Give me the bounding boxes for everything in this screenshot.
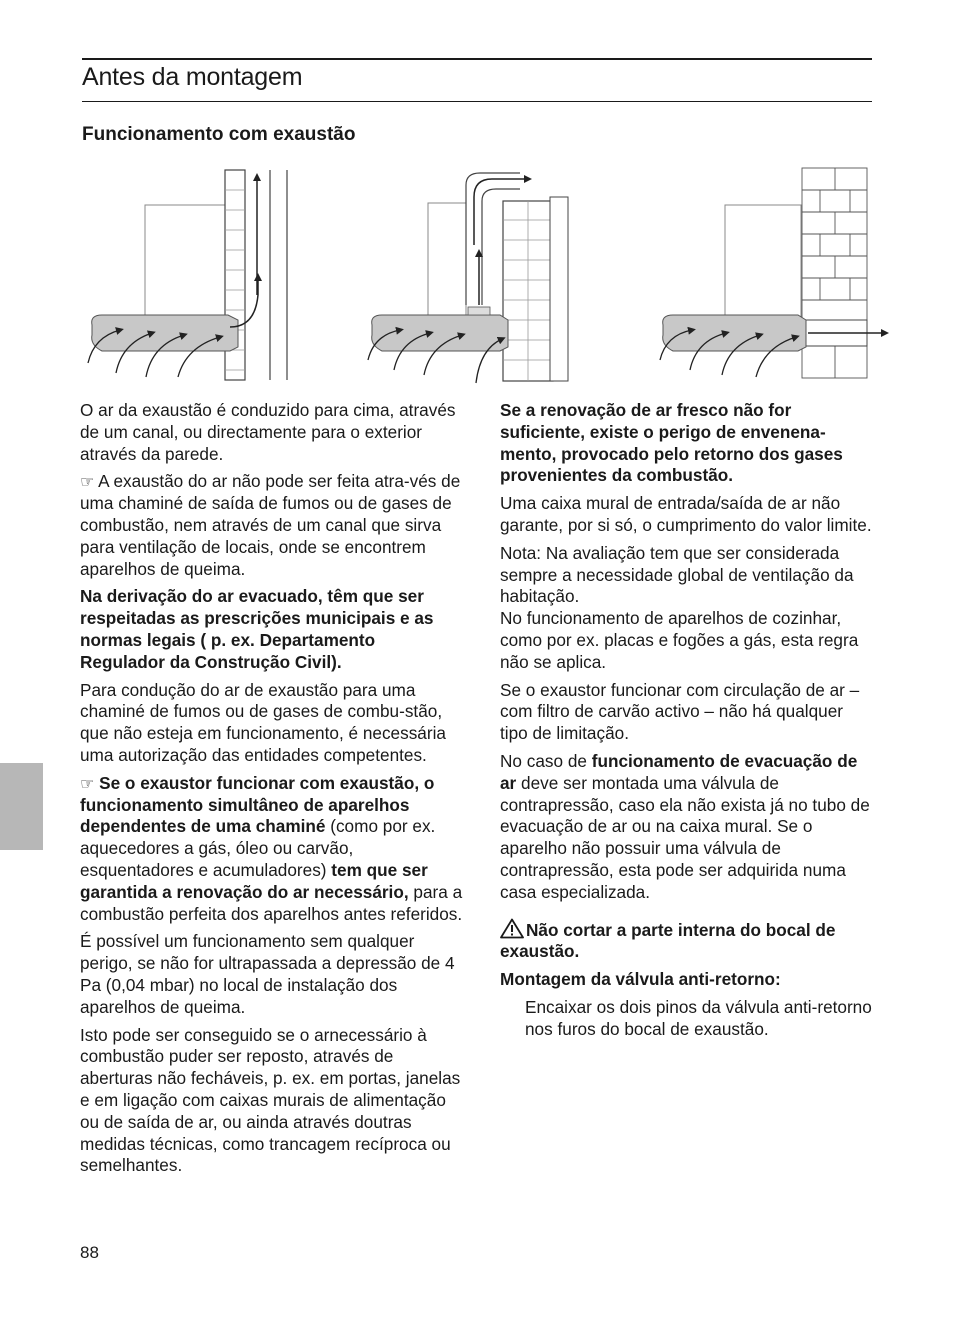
paragraph-depression-limit: É possível um funcionamento sem qualquer perigo, se não for ultrapassada a depressão de 4 Pa (0,04 mbar) no local de instalação dos aparelhos de queima. <box>80 931 455 1017</box>
section-title: Funcionamento com exaustão <box>82 124 356 145</box>
left-column <box>80 400 464 1183</box>
illustration-duct-bend <box>368 173 568 383</box>
paragraph-exhaust-intro: O ar da exaustão é conduzido para cima, através de um canal, ou directamente para o exterior através da parede. <box>80 400 456 464</box>
page-number: 88 <box>80 1243 99 1262</box>
paragraph-air-replacement: Isto pode ser conseguido se o arnecessário à combustão puder ser reposto, através de aberturas não fecháveis, p. ex. em portas, janelas e em ligação com caixas murais de alimentação ou de saída de ar, ou ainda através doutras medidas técnicas, como trancagem recíproca ou semelhantes. <box>80 1024 461 1176</box>
simultaneous-bold-1: Se o exaustor funcionar com exaustão, o funcionamento simultâneo de aparelhos dependentes de uma chaminé <box>80 772 435 837</box>
paragraph-chimney-note <box>80 471 464 580</box>
note-line-2: No funcionamento de aparelhos de cozinhar, como por ex. placas e fogões a gás, esta regra não se aplica. <box>500 608 859 672</box>
simultaneous-text-2: para a combustão perfeita dos aparelhos antes referidos. <box>80 881 463 924</box>
note-line-1: Nota: Na avaliação tem que ser considerada sempre a necessidade global de ventilação da habitação. <box>500 542 854 607</box>
right-column <box>500 400 875 1047</box>
paragraph-note <box>500 543 875 674</box>
paragraph-simultaneous-operation <box>80 773 464 926</box>
paragraph-regulations: Na derivação do ar evacuado, têm que ser respeitadas as prescrições municipais e as normas legais ( p. ex. Departamento Regulador da Construção Civil). <box>80 586 434 672</box>
check-valve-text-1: No caso de <box>500 750 592 771</box>
header-rule-bottom <box>82 101 872 102</box>
mounting-instructions: Encaixar os dois pinos da válvula anti-retorno nos furos do bocal de exaustão. <box>525 996 872 1039</box>
warning-triangle-icon <box>500 918 524 939</box>
simultaneous-bold-2: tem que ser garantida a renovação do ar necessário, <box>80 859 428 902</box>
paragraph-warning <box>500 918 875 964</box>
illustration-through-wall <box>660 168 885 378</box>
mounting-title: Montagem da válvula anti-retorno: <box>500 969 781 990</box>
exhaust-illustrations <box>80 165 890 385</box>
illustration-duct-up <box>88 170 287 380</box>
pointing-hand-icon: ☞ <box>80 472 95 492</box>
header-rule-top <box>82 58 872 60</box>
simultaneous-text-1: (como por ex. aquecedores a gás, óleo ou carvão, esquentadores e acumuladores) <box>80 816 436 880</box>
paragraph-authorization: Para condução do ar de exaustão para uma chaminé de fumos ou de gases de combu-stão, que não esteja em funcionamento, é necessária uma autorização das entidades competentes. <box>80 679 446 765</box>
chimney-note-text: A exaustão do ar não pode ser feita atra-vés de uma chaminé de saída de fumos ou de gases de combustão, nem através de um canal que sirva para ventilação de locais, onde se encontrem aparelhos de queima. <box>80 471 461 579</box>
warning-text: Não cortar a parte interna do bocal de exaustão. <box>500 919 836 962</box>
check-valve-bold: funcionamento de evacuação de ar <box>500 750 858 793</box>
paragraph-wall-box: Uma caixa mural de entrada/saída de ar não garante, por si só, o cumprimento do valor limite. <box>500 493 872 535</box>
paragraph-poisoning-warning: Se a renovação de ar fresco não for suficiente, existe o perigo de envenena-mento, provocado pelo retorno dos gases provenientes da combustão. <box>500 400 843 486</box>
check-valve-text-2: deve ser montada uma válvula de contrapressão, caso ela não exista já no tubo de evacuação de ar ou na caixa mural. Se o aparelho não possuir uma válvula de contrapressão, esta pode ser adquirida numa casa especializada. <box>500 772 870 902</box>
chapter-side-tab <box>0 763 43 850</box>
pointing-hand-icon: ☞ <box>80 773 95 793</box>
paragraph-recirculation: Se o exaustor funcionar com circulação de ar – com filtro de carvão activo – não há qualquer tipo de limitação. <box>500 679 860 744</box>
paragraph-check-valve <box>500 751 875 904</box>
page-title: Antes da montagem <box>82 63 303 91</box>
